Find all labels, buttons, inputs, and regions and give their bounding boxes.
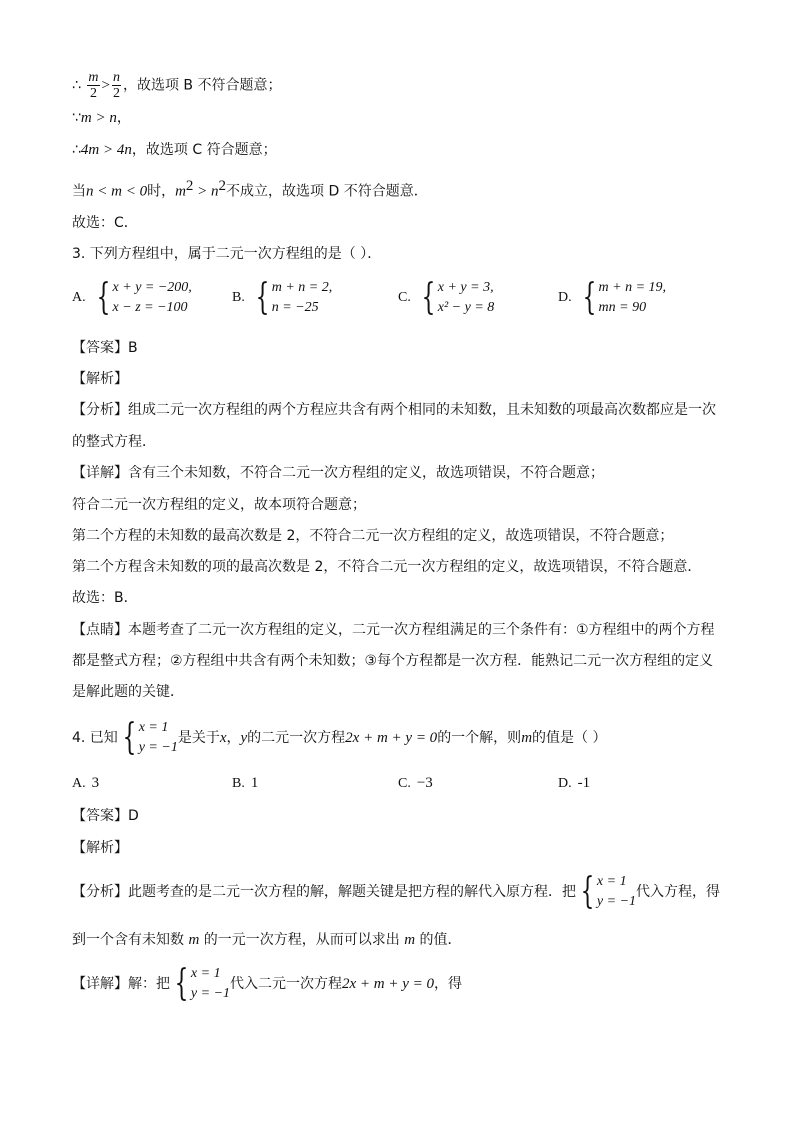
line-text: 时，: [147, 183, 176, 200]
math-var: m: [404, 932, 416, 948]
math-expr: m > n: [80, 110, 117, 126]
therefore-symbol: ∴: [72, 142, 81, 158]
equation-2: mn = 90: [598, 300, 647, 315]
option-label: C.: [398, 776, 411, 791]
math-expr: n < m < 0: [86, 183, 148, 200]
q4-fenxi-1: [72, 872, 720, 912]
stem-text: 4. 已知: [72, 730, 118, 746]
q3-fenxi-1: 【分析】组成二元一次方程组的两个方程应共含有两个相同的未知数，且未知数的项最高次数都应是一次: [72, 402, 716, 418]
q3-dianjing-2: 都是整式方程；②方程组中共含有两个未知数；③每个方程都是一次方程．能熟记二元一次方程组的定义: [72, 653, 714, 669]
q4-analysis-heading: 【解析】: [72, 840, 128, 856]
equation-2: y = −1: [596, 894, 637, 909]
line-text: 【分析】此题考查的是二元一次方程的解，解题关键是把方程的解代入原方程．把: [72, 884, 576, 900]
line-text: 的一元一次方程，从而可以求出: [199, 932, 405, 948]
q3-xiangjie-3: 第二个方程的未知数的最高次数是 2，不符合二元一次方程组的定义，故选项错误，不符合题意；: [72, 528, 674, 544]
q3-xiangjie-2: 符合二元一次方程组的定义，故本项符合题意；: [72, 497, 366, 513]
q3-option-b: [232, 278, 332, 318]
left-brace: {: [174, 963, 189, 1004]
question-4-stem: [72, 718, 606, 758]
stem-text: 的值是（ ）: [532, 730, 607, 746]
line-because: [72, 108, 131, 128]
equation-1: x = 1: [596, 874, 627, 889]
option-value: -1: [577, 775, 591, 791]
math-var: m: [188, 932, 200, 948]
math-var: y: [240, 730, 248, 746]
fraction-n-over-2: $\frac{n}{2}$: [112, 70, 120, 101]
line-when-negative: [72, 176, 428, 202]
q4-option-d: [558, 775, 590, 792]
line-choose-c: 故选：C．: [72, 215, 138, 231]
stem-text: ，: [226, 730, 241, 746]
stem-text: 是关于: [177, 730, 220, 746]
line-text: 当: [72, 183, 86, 200]
option-label: A.: [72, 776, 86, 791]
left-brace: {: [582, 277, 596, 318]
q3-answer: 【答案】B: [72, 340, 138, 356]
line-text: 的值．: [415, 932, 462, 948]
left-brace: {: [580, 871, 595, 912]
q3-fenxi-2: 的整式方程．: [72, 434, 156, 450]
left-brace: {: [421, 277, 436, 318]
exponent: 2: [185, 178, 194, 194]
line-therefore-4m: [72, 140, 277, 160]
stem-text: 的一个解，则: [437, 730, 522, 746]
q4-xiangjie: [72, 964, 462, 1004]
line-therefore-half: [72, 70, 281, 101]
q4-answer: 【答案】D: [72, 808, 139, 824]
math-var: m: [521, 730, 533, 746]
fraction-m-over-2: $\frac{m}{2}$: [88, 70, 99, 101]
line-text: 到一个含有未知数: [72, 932, 189, 948]
q3-option-d: [558, 278, 666, 318]
q4-option-c: [398, 775, 433, 792]
line-text: 代入二元一次方程: [230, 976, 343, 992]
option-label: A.: [72, 290, 86, 305]
stem-text: 的二元一次方程: [247, 730, 346, 746]
q3-choose: 故选：B．: [72, 590, 138, 606]
line-text: 不成立，故选项 D 不符合题意．: [226, 183, 428, 200]
q3-dianjing-1: 【点睛】本题考查了二元一次方程组的定义，二元一次方程组满足的三个条件有：①方程组中的两个方程: [72, 622, 715, 638]
line-text: ，得: [434, 976, 463, 992]
option-value: 1: [250, 775, 259, 791]
option-label: C.: [398, 290, 411, 305]
option-label: D.: [558, 290, 572, 305]
left-brace: {: [255, 277, 270, 318]
question-3-stem: 3. 下列方程组中，属于二元一次方程组的是（ ）．: [72, 246, 382, 262]
math-expr: 2x + m + y = 0: [342, 976, 435, 992]
line-text: ，故选项 B 不符合题意；: [122, 77, 282, 94]
equation-1: m + n = 2,: [271, 280, 333, 295]
q3-dianjing-3: 是解此题的关键．: [72, 684, 184, 700]
option-label: B.: [232, 776, 245, 791]
equation-1: x = 1: [190, 966, 221, 981]
math-var: m: [175, 183, 186, 200]
because-symbol: ∵: [72, 110, 81, 126]
equation-2: x² − y = 8: [437, 300, 495, 315]
left-brace: {: [96, 277, 110, 318]
line-text: ，故选项 C 符合题意；: [131, 142, 277, 158]
q4-fenxi-2: [72, 930, 462, 950]
gt-sign: >: [101, 77, 110, 94]
equation-1: x + y = −200,: [112, 280, 192, 295]
equation-2: n = −25: [271, 300, 319, 315]
line-text: 【详解】解：把: [72, 976, 170, 992]
equation-2: y = −1: [138, 740, 178, 755]
option-value: −3: [416, 775, 433, 791]
math-expr: > n: [193, 183, 219, 200]
line-text: ，: [116, 110, 131, 126]
q4-option-a: [72, 775, 99, 792]
equation-1: m + n = 19,: [598, 280, 667, 295]
q3-xiangjie-1: 【详解】含有三个未知数，不符合二元一次方程组的定义，故选项错误，不符合题意；: [72, 465, 604, 481]
math-var: x: [219, 730, 227, 746]
option-label: D.: [558, 776, 572, 791]
q4-option-b: [232, 775, 258, 792]
equation-1: x + y = 3,: [437, 280, 494, 295]
math-expr: 4m > 4n: [80, 142, 132, 158]
q3-option-c: [398, 278, 494, 318]
option-label: B.: [232, 290, 245, 305]
exponent: 2: [218, 178, 227, 194]
q3-option-a: [72, 278, 192, 318]
math-expr: 2x + m + y = 0: [345, 730, 438, 746]
option-value: 3: [91, 775, 100, 791]
equation-2: y = −1: [190, 986, 231, 1001]
equation-2: x − z = −100: [112, 300, 188, 315]
left-brace: {: [122, 717, 137, 758]
line-text: 代入方程，得: [636, 884, 721, 900]
q3-xiangjie-4: 第二个方程含未知数的项的最高次数是 2，不符合二元一次方程组的定义，故选项错误，不符合题意．: [72, 559, 702, 575]
therefore-symbol: ∴: [72, 77, 81, 94]
q3-analysis-heading: 【解析】: [72, 371, 128, 387]
equation-1: x = 1: [138, 720, 169, 735]
